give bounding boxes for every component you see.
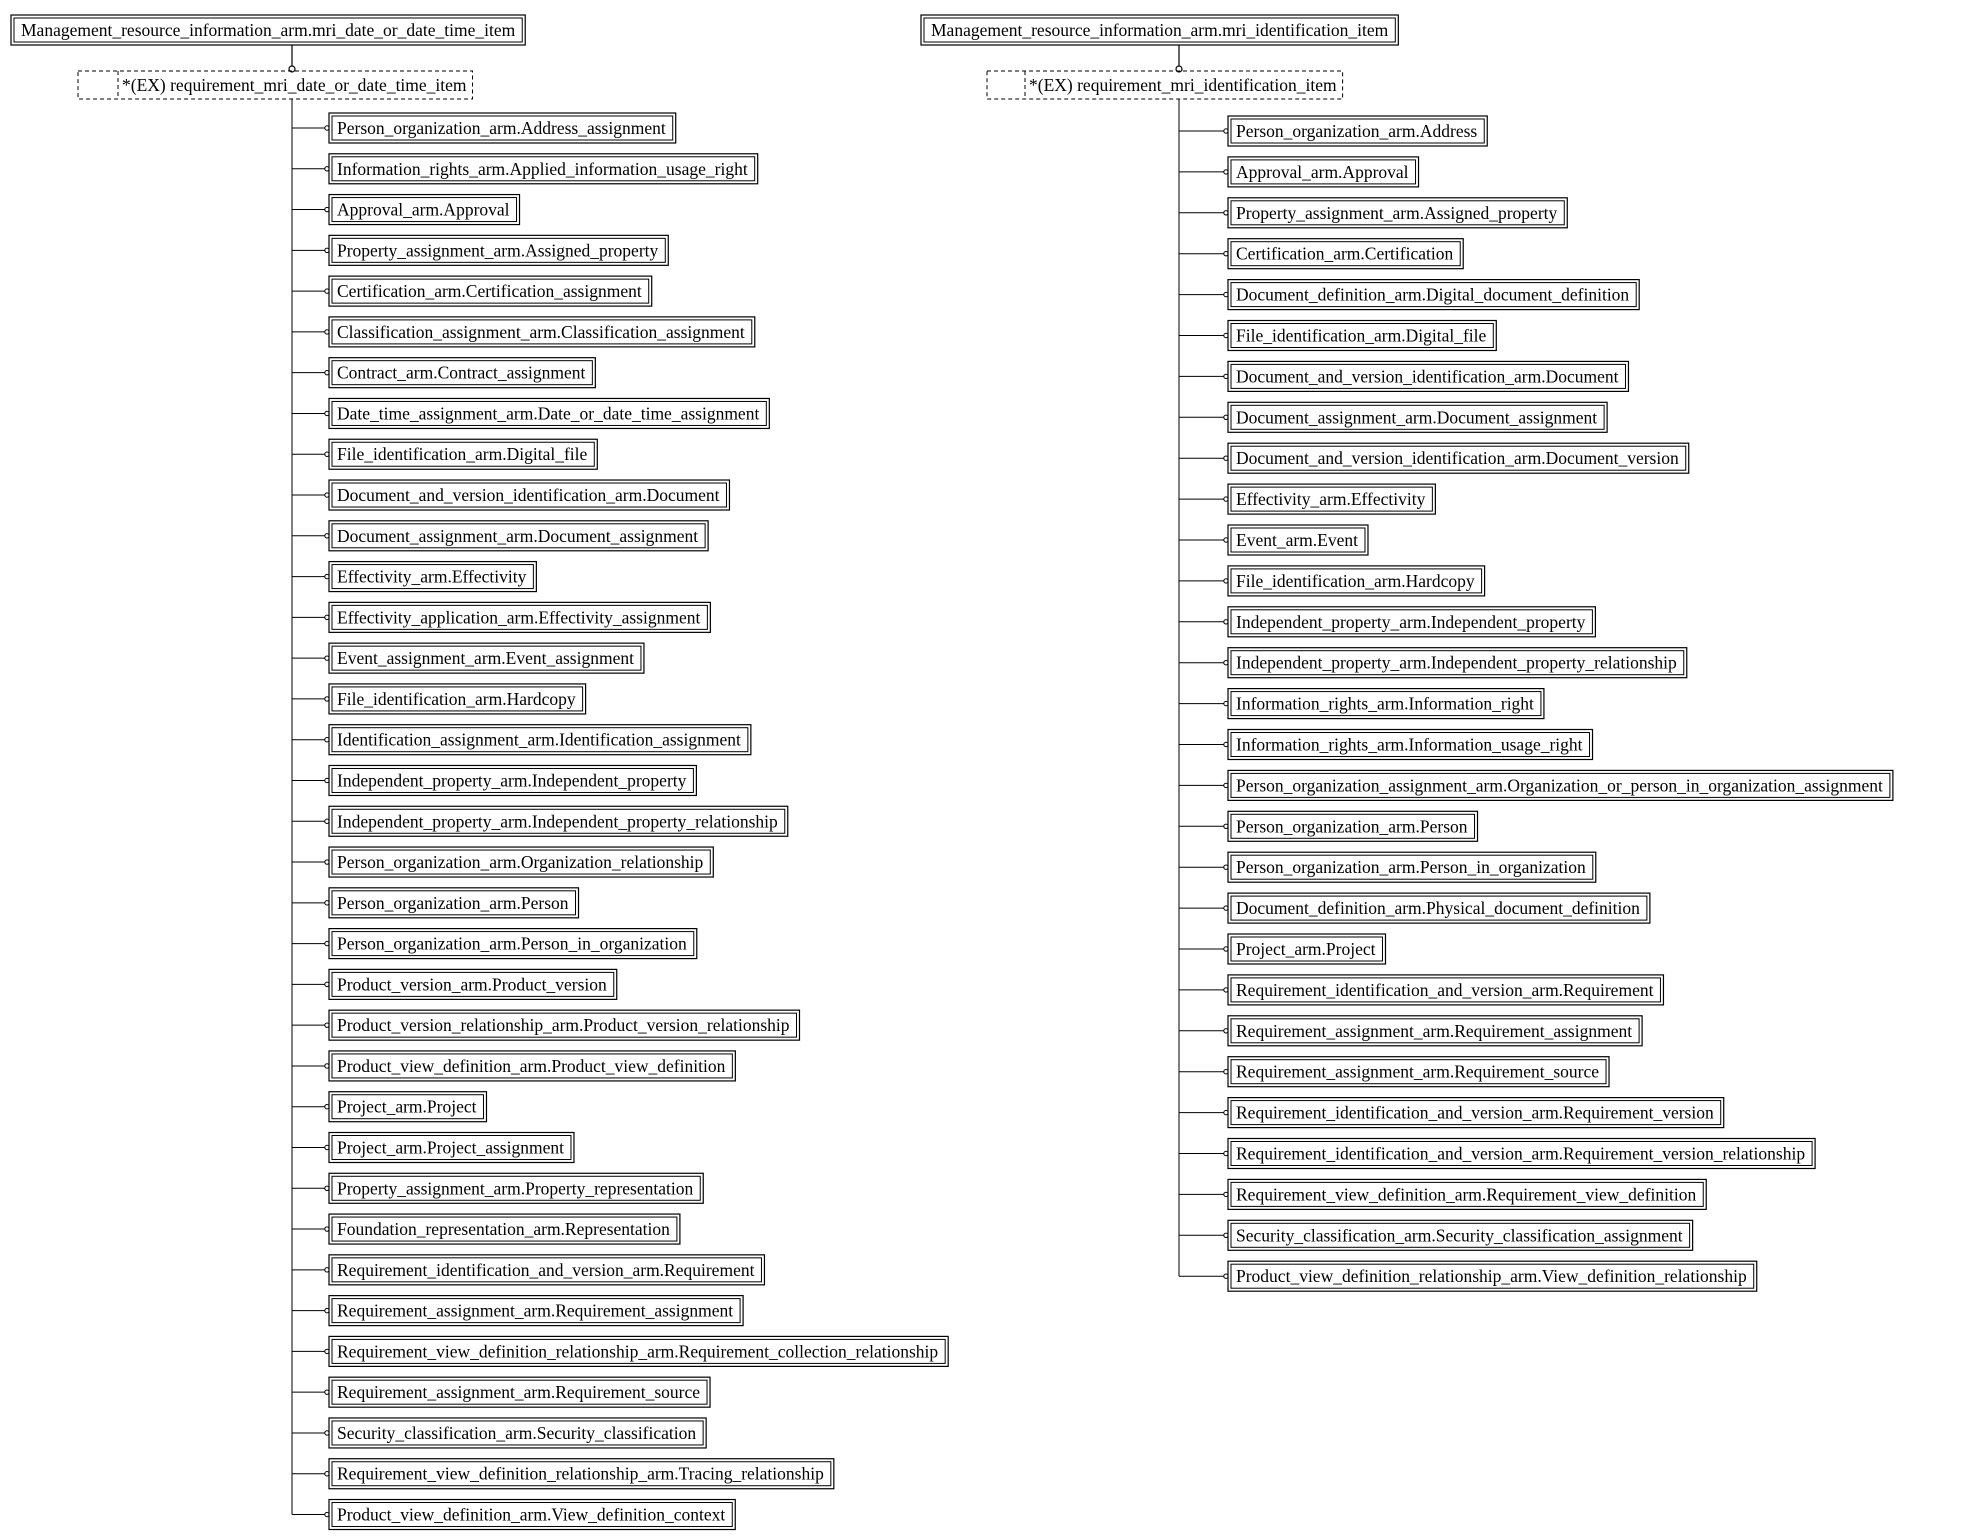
item-entity-label: Product_view_definition_arm.View_definition_context [337, 1504, 726, 1525]
item-entity-label: Product_version_relationship_arm.Product_version_relationship [337, 1015, 790, 1036]
item-entity-label: Product_view_definition_relationship_arm.View_definition_relationship [1236, 1266, 1747, 1287]
item-entity-label: Requirement_identification_and_version_arm.Requirement_version [1236, 1102, 1714, 1123]
item-entity-label: File_identification_arm.Hardcopy [1236, 570, 1475, 591]
item-entity-label: Effectivity_arm.Effectivity [337, 566, 527, 587]
item-entity-label: Requirement_assignment_arm.Requirement_assignment [337, 1300, 734, 1321]
item-entity-label: Document_and_version_identification_arm.Document [1236, 366, 1619, 387]
item-entity-label: File_identification_arm.Digital_file [337, 444, 588, 465]
item-entity-label: Product_version_arm.Product_version [337, 974, 607, 995]
item-entity-label: Document_assignment_arm.Document_assignment [1236, 407, 1598, 428]
item-entity-label: Certification_arm.Certification_assignment [337, 281, 642, 302]
item-entity-label: Approval_arm.Approval [1236, 161, 1409, 182]
item-entity-label: Project_arm.Project [1236, 939, 1376, 959]
root-entity-label-2: Management_resource_information_arm.mri_identification_item [931, 20, 1389, 40]
item-entity-label: Requirement_assignment_arm.Requirement_source [1236, 1061, 1600, 1082]
item-entity-label: Event_arm.Event [1236, 530, 1358, 550]
item-entity-label: Security_classification_arm.Security_classification_assignment [1236, 1225, 1683, 1246]
requirement-label-2: *(EX) requirement_mri_identification_item [1029, 75, 1337, 95]
item-entity-label: Requirement_identification_and_version_arm.Requirement_version_relationship [1236, 1143, 1806, 1164]
item-entity-label: Project_arm.Project_assignment [337, 1137, 564, 1158]
item-entity-label: Approval_arm.Approval [337, 199, 510, 220]
item-entity-label: Security_classification_arm.Security_classification [337, 1422, 697, 1443]
item-entity-label: Requirement_identification_and_version_arm.Requirement [337, 1259, 755, 1280]
item-entity-label: Document_and_version_identification_arm.Document [337, 485, 720, 506]
item-entity-label: Person_organization_arm.Organization_relationship [337, 852, 704, 873]
item-entity-label: Person_organization_arm.Person [1236, 816, 1468, 837]
item-entity-label: Contract_arm.Contract_assignment [337, 362, 586, 383]
item-entity-label: Requirement_identification_and_version_arm.Requirement [1236, 979, 1654, 1000]
item-entity-label: Property_assignment_arm.Assigned_property [337, 240, 659, 261]
item-entity-label: Requirement_assignment_arm.Requirement_source [337, 1382, 701, 1403]
item-entity-label: Identification_assignment_arm.Identification_assignment [337, 729, 741, 750]
item-entity-label: Information_rights_arm.Information_right [1236, 693, 1534, 714]
requirement-label-1: *(EX) requirement_mri_date_or_date_time_item [122, 75, 467, 95]
item-entity-label: Event_assignment_arm.Event_assignment [337, 648, 634, 669]
item-entity-label: File_identification_arm.Digital_file [1236, 325, 1487, 346]
item-entity-label: Product_view_definition_arm.Product_view_definition [337, 1055, 726, 1076]
item-entity-label: Person_organization_arm.Person_in_organization [337, 933, 687, 954]
item-entity-label: Project_arm.Project [337, 1096, 477, 1117]
item-entity-label: Classification_assignment_arm.Classification_assignment [337, 321, 745, 342]
item-entity-label: Document_definition_arm.Digital_document_definition [1236, 284, 1630, 305]
item-entity-label: Person_organization_arm.Person [337, 892, 569, 913]
item-entity-label: File_identification_arm.Hardcopy [337, 688, 576, 709]
item-entity-label: Person_organization_arm.Address [1236, 121, 1478, 141]
item-entity-label: Independent_property_arm.Independent_property [1236, 611, 1586, 632]
item-entity-label: Requirement_assignment_arm.Requirement_assignment [1236, 1020, 1633, 1041]
item-entity-label: Effectivity_application_arm.Effectivity_assignment [337, 607, 701, 628]
item-entity-label: Independent_property_arm.Independent_property [337, 770, 687, 791]
item-entity-label: Person_organization_arm.Person_in_organization [1236, 857, 1586, 878]
item-entity-label: Information_rights_arm.Information_usage_right [1236, 734, 1583, 755]
item-entity-label: Document_and_version_identification_arm.Document_version [1236, 448, 1679, 469]
item-entity-label: Document_assignment_arm.Document_assignment [337, 525, 699, 546]
root-entity-label-1: Management_resource_information_arm.mri_date_or_date_time_item [21, 20, 516, 40]
item-entity-label: Property_assignment_arm.Property_representation [337, 1178, 694, 1199]
item-entity-label: Requirement_view_definition_relationship_arm.Tracing_relationship [337, 1463, 824, 1484]
item-entity-label: Information_rights_arm.Applied_information_usage_right [337, 158, 748, 179]
item-entity-label: Property_assignment_arm.Assigned_property [1236, 202, 1558, 223]
item-entity-label: Effectivity_arm.Effectivity [1236, 489, 1426, 510]
item-entity-label: Person_organization_arm.Address_assignment [337, 118, 666, 138]
item-entity-label: Independent_property_arm.Independent_property_relationship [1236, 652, 1677, 673]
item-entity-label: Person_organization_assignment_arm.Organization_or_person_in_organization_assignment [1236, 775, 1883, 796]
item-entity-label: Date_time_assignment_arm.Date_or_date_time_assignment [337, 403, 760, 424]
item-entity-label: Document_definition_arm.Physical_document_definition [1236, 898, 1640, 919]
item-entity-label: Requirement_view_definition_arm.Requirement_view_definition [1236, 1184, 1697, 1205]
item-entity-label: Foundation_representation_arm.Representation [337, 1219, 670, 1240]
item-entity-label: Requirement_view_definition_relationship_arm.Requirement_collection_relationship [337, 1341, 939, 1362]
item-entity-label: Certification_arm.Certification [1236, 243, 1454, 264]
item-entity-label: Independent_property_arm.Independent_property_relationship [337, 811, 778, 832]
